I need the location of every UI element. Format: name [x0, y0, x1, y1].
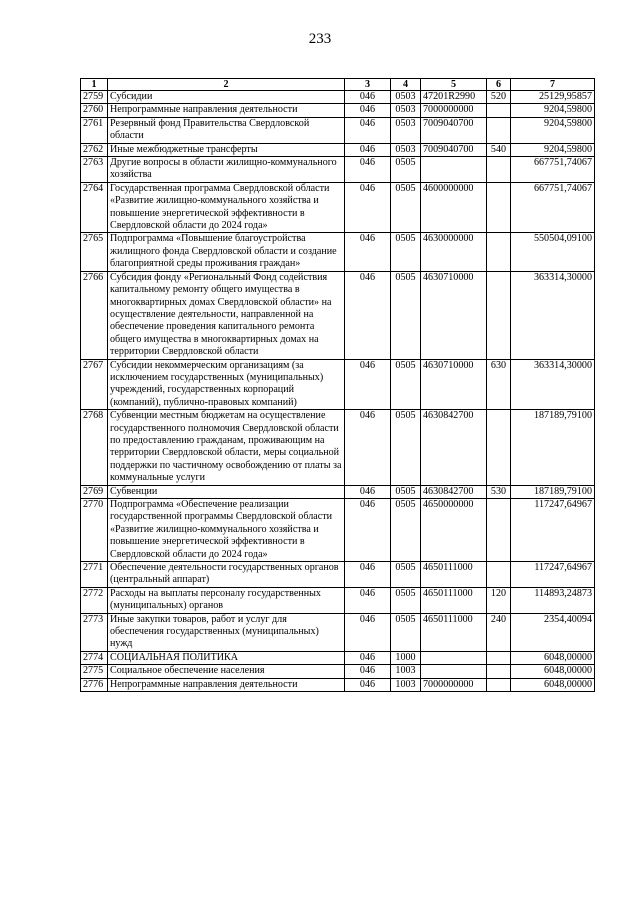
- row-expense-type: [487, 499, 511, 562]
- row-name: Подпрограмма «Повышение благоустройства жилищного фонда Свердловской области и создание благоприятной среды проживания граждан»: [108, 233, 345, 271]
- row-grbs: 046: [345, 665, 391, 678]
- row-sum: 117247,64967: [511, 499, 595, 562]
- row-sum: 6048,00000: [511, 665, 595, 678]
- header-col-6: 6: [487, 79, 511, 91]
- row-grbs: 046: [345, 157, 391, 183]
- row-target-article: [421, 665, 487, 678]
- row-target-article: 4630000000: [421, 233, 487, 271]
- row-section: 1000: [391, 651, 421, 664]
- table-row: [81, 359, 595, 410]
- row-number: 2761: [81, 117, 108, 143]
- row-target-article: 4630842700: [421, 410, 487, 485]
- row-grbs: 046: [345, 143, 391, 156]
- row-name: Иные межбюджетные трансферты: [108, 143, 345, 156]
- row-number: 2776: [81, 678, 108, 691]
- header-col-7: 7: [511, 79, 595, 91]
- row-section: 0505: [391, 587, 421, 613]
- row-section: 0503: [391, 91, 421, 104]
- row-name: Обеспечение деятельности государственных органов (центральный аппарат): [108, 562, 345, 588]
- row-section: 0505: [391, 157, 421, 183]
- row-expense-type: 530: [487, 485, 511, 498]
- row-number: 2762: [81, 143, 108, 156]
- row-grbs: 046: [345, 485, 391, 498]
- row-name: Иные закупки товаров, работ и услуг для обеспечения государственных (муниципальных) нужд: [108, 613, 345, 651]
- row-expense-type: [487, 651, 511, 664]
- row-name: Субвенции: [108, 485, 345, 498]
- row-sum: 550504,09100: [511, 233, 595, 271]
- row-section: 0505: [391, 182, 421, 233]
- row-sum: 9204,59800: [511, 117, 595, 143]
- row-sum: 6048,00000: [511, 651, 595, 664]
- row-number: 2769: [81, 485, 108, 498]
- row-expense-type: [487, 410, 511, 485]
- row-expense-type: 630: [487, 359, 511, 410]
- row-expense-type: [487, 678, 511, 691]
- row-section: 0503: [391, 104, 421, 117]
- row-grbs: 046: [345, 91, 391, 104]
- row-target-article: 4630710000: [421, 271, 487, 359]
- table-row: [81, 587, 595, 613]
- row-expense-type: 540: [487, 143, 511, 156]
- row-target-article: 7009040700: [421, 143, 487, 156]
- row-target-article: 4630842700: [421, 485, 487, 498]
- row-grbs: 046: [345, 359, 391, 410]
- row-target-article: 4650111000: [421, 587, 487, 613]
- row-expense-type: [487, 157, 511, 183]
- header-col-5: 5: [421, 79, 487, 91]
- table-row: [81, 117, 595, 143]
- row-grbs: 046: [345, 117, 391, 143]
- row-section: 1003: [391, 678, 421, 691]
- row-grbs: 046: [345, 499, 391, 562]
- row-grbs: 046: [345, 410, 391, 485]
- row-name: Расходы на выплаты персоналу государственных (муниципальных) органов: [108, 587, 345, 613]
- row-grbs: 046: [345, 233, 391, 271]
- row-sum: 9204,59800: [511, 104, 595, 117]
- row-number: 2766: [81, 271, 108, 359]
- row-number: 2759: [81, 91, 108, 104]
- row-section: 0505: [391, 233, 421, 271]
- row-number: 2765: [81, 233, 108, 271]
- row-expense-type: 120: [487, 587, 511, 613]
- row-name: Социальное обеспечение населения: [108, 665, 345, 678]
- header-row: [81, 79, 595, 91]
- row-number: 2775: [81, 665, 108, 678]
- row-grbs: 046: [345, 182, 391, 233]
- row-sum: 363314,30000: [511, 271, 595, 359]
- row-expense-type: [487, 271, 511, 359]
- row-name: СОЦИАЛЬНАЯ ПОЛИТИКА: [108, 651, 345, 664]
- table-row: [81, 157, 595, 183]
- row-section: 0503: [391, 117, 421, 143]
- row-sum: 187189,79100: [511, 485, 595, 498]
- table-row: [81, 233, 595, 271]
- row-name: Непрограммные направления деятельности: [108, 678, 345, 691]
- row-sum: 667751,74067: [511, 157, 595, 183]
- row-section: 0505: [391, 359, 421, 410]
- table-row: [81, 562, 595, 588]
- table-row: [81, 499, 595, 562]
- row-target-article: [421, 651, 487, 664]
- table-row: [81, 665, 595, 678]
- row-target-article: 4650111000: [421, 613, 487, 651]
- row-expense-type: [487, 562, 511, 588]
- row-section: 0503: [391, 143, 421, 156]
- row-number: 2760: [81, 104, 108, 117]
- row-sum: 2354,40094: [511, 613, 595, 651]
- row-grbs: 046: [345, 562, 391, 588]
- table-row: [81, 651, 595, 664]
- row-grbs: 046: [345, 271, 391, 359]
- row-expense-type: [487, 665, 511, 678]
- row-number: 2771: [81, 562, 108, 588]
- header-col-4: 4: [391, 79, 421, 91]
- table-row: [81, 91, 595, 104]
- row-target-article: 4600000000: [421, 182, 487, 233]
- row-target-article: 7009040700: [421, 117, 487, 143]
- table-row: [81, 182, 595, 233]
- row-name: Подпрограмма «Обеспечение реализации государственной программы Свердловской области «Развитие жилищно-коммунального хозяйства и повышение энергетической эффективности в Свердловской области до 2024 года»: [108, 499, 345, 562]
- row-grbs: 046: [345, 651, 391, 664]
- row-grbs: 046: [345, 587, 391, 613]
- row-sum: 187189,79100: [511, 410, 595, 485]
- row-section: 0505: [391, 271, 421, 359]
- row-number: 2764: [81, 182, 108, 233]
- row-section: 0505: [391, 613, 421, 651]
- row-name: Субсидии: [108, 91, 345, 104]
- row-target-article: 47201R2990: [421, 91, 487, 104]
- row-number: 2773: [81, 613, 108, 651]
- row-name: Другие вопросы в области жилищно-коммунального хозяйства: [108, 157, 345, 183]
- row-grbs: 046: [345, 104, 391, 117]
- header-col-2: 2: [108, 79, 345, 91]
- page-number: 233: [308, 31, 332, 47]
- row-name: Государственная программа Свердловской области «Развитие жилищно-коммунального хозяйства и повышение энергетической эффективности в Свердловской области до 2024 года»: [108, 182, 345, 233]
- row-number: 2770: [81, 499, 108, 562]
- row-sum: 114893,24873: [511, 587, 595, 613]
- row-section: 0505: [391, 499, 421, 562]
- row-target-article: 7000000000: [421, 104, 487, 117]
- row-expense-type: [487, 233, 511, 271]
- row-sum: 117247,64967: [511, 562, 595, 588]
- row-sum: 667751,74067: [511, 182, 595, 233]
- header-col-1: 1: [81, 79, 108, 91]
- table-row: [81, 104, 595, 117]
- table-row: [81, 485, 595, 498]
- row-expense-type: [487, 104, 511, 117]
- row-number: 2768: [81, 410, 108, 485]
- row-sum: 363314,30000: [511, 359, 595, 410]
- row-number: 2767: [81, 359, 108, 410]
- row-section: 1003: [391, 665, 421, 678]
- table-row: [81, 410, 595, 485]
- row-number: 2772: [81, 587, 108, 613]
- row-number: 2774: [81, 651, 108, 664]
- row-sum: 6048,00000: [511, 678, 595, 691]
- row-grbs: 046: [345, 613, 391, 651]
- row-sum: 9204,59800: [511, 143, 595, 156]
- row-name: Субсидия фонду «Региональный Фонд содействия капитальному ремонту общего имущества в многоквартирных домах Свердловской области» на осуществление деятельности, направленной на обеспечение проведения капитального ремонта общего имущества в многоквартирных домах на территории Свердловской области: [108, 271, 345, 359]
- row-target-article: 7000000000: [421, 678, 487, 691]
- row-target-article: 4650111000: [421, 562, 487, 588]
- row-name: Субсидии некоммерческим организациям (за исключением государственных (муниципальных) учреждений, государственных корпораций (компаний), публично-правовых компаний): [108, 359, 345, 410]
- row-sum: 25129,95857: [511, 91, 595, 104]
- table-row: [81, 678, 595, 691]
- row-name: Непрограммные направления деятельности: [108, 104, 345, 117]
- budget-table: [80, 78, 595, 692]
- row-section: 0505: [391, 485, 421, 498]
- row-target-article: [421, 157, 487, 183]
- row-grbs: 046: [345, 678, 391, 691]
- row-name: Субвенции местным бюджетам на осуществление государственного полномочия Свердловской области по предоставлению гражданам, проживающим на территории Свердловской области, меры социальной поддержки по частичному освобождению от платы за коммунальные услуги: [108, 410, 345, 485]
- row-expense-type: [487, 117, 511, 143]
- row-expense-type: [487, 182, 511, 233]
- row-expense-type: 240: [487, 613, 511, 651]
- table-row: [81, 271, 595, 359]
- row-name: Резервный фонд Правительства Свердловской области: [108, 117, 345, 143]
- table-row: [81, 143, 595, 156]
- table-row: [81, 613, 595, 651]
- row-section: 0505: [391, 410, 421, 485]
- header-col-3: 3: [345, 79, 391, 91]
- row-section: 0505: [391, 562, 421, 588]
- row-number: 2763: [81, 157, 108, 183]
- row-target-article: 4630710000: [421, 359, 487, 410]
- row-target-article: 4650000000: [421, 499, 487, 562]
- row-expense-type: 520: [487, 91, 511, 104]
